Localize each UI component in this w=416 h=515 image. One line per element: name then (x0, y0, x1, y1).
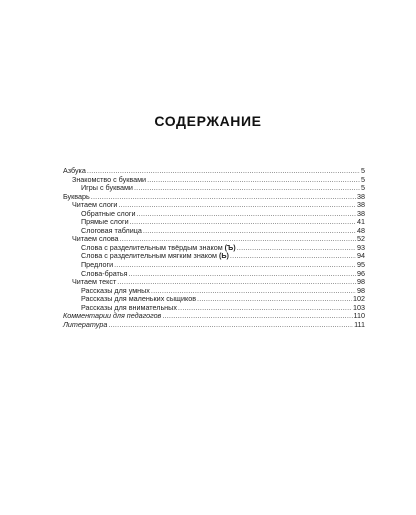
dot-leader (230, 252, 356, 261)
toc-entry-page-number: 5 (361, 166, 365, 175)
dot-leader (197, 295, 352, 304)
toc-entry-page-number: 41 (357, 217, 365, 227)
toc-entry-label: Рассказы для умных (81, 285, 150, 295)
toc-entry-label: Рассказы для маленьких сыщиков (81, 294, 197, 304)
toc-entry-sign-mark: (Ь) (218, 251, 229, 261)
dot-leader (130, 218, 356, 227)
dot-leader (178, 304, 352, 313)
toc-entry-page-number: 38 (357, 191, 365, 201)
dot-leader (108, 321, 353, 330)
toc-entry-label: Игры с буквами (81, 183, 133, 193)
dot-leader (91, 193, 356, 202)
page-title: СОДЕРЖАНИЕ (154, 113, 262, 129)
toc-entry-label: Азбука (63, 166, 86, 175)
dot-leader (117, 278, 356, 287)
toc-entry-page-number: 98 (357, 277, 365, 287)
toc-entry-page-number: 52 (357, 234, 365, 244)
toc-entry-label: Обратные слоги (81, 208, 136, 218)
toc-entry-label: Слова-братья (81, 268, 128, 278)
dot-leader (114, 261, 356, 270)
toc-entry-label: Слова с разделительным мягким знаком (Ь) (81, 251, 229, 261)
toc-entry-label: Читаем текст (72, 277, 117, 287)
dot-leader (118, 201, 356, 210)
toc-entry-label: Комментарии для педагогов (63, 311, 162, 321)
toc-entry-page-number: 5 (361, 183, 365, 193)
toc-entry-page-number: 96 (357, 268, 365, 278)
toc-entry (63, 184, 365, 193)
dot-leader (237, 244, 356, 253)
dot-leader (134, 184, 360, 193)
table-of-contents (63, 167, 365, 329)
toc-entry-page-number: 38 (357, 208, 365, 218)
dot-leader (128, 270, 356, 279)
toc-entry-label: Знакомство с буквами (72, 174, 147, 184)
toc-entry-page-number: 95 (357, 260, 365, 270)
toc-entry-label: Читаем слоги (72, 200, 118, 210)
toc-entry-label: Рассказы для внимательных (81, 302, 177, 312)
toc-entry-label: Слова с разделительным твёрдым знаком (Ъ) (81, 242, 236, 252)
toc-entry-sign-mark: (Ъ) (224, 242, 236, 252)
toc-entry-label: Букварь (63, 191, 90, 201)
toc-entry-label: Читаем слова (72, 234, 119, 244)
toc-entry-label: Прямые слоги (81, 217, 129, 227)
toc-entry-page-number: 110 (353, 311, 365, 321)
toc-entry-page-number: 48 (357, 225, 365, 235)
dot-leader (143, 227, 356, 236)
toc-entry-page-number: 98 (357, 285, 365, 295)
toc-entry-page-number: 102 (353, 294, 365, 304)
toc-entry-page-number: 103 (353, 302, 365, 312)
toc-entry-page-number: 38 (357, 200, 365, 210)
dot-leader (162, 312, 352, 321)
toc-entry-page-number: 94 (357, 251, 365, 261)
dot-leader (147, 176, 360, 185)
toc-entry (63, 321, 365, 330)
toc-entry (63, 312, 365, 321)
toc-entry-page-number: 93 (357, 242, 365, 252)
dot-leader (136, 210, 356, 219)
toc-entry-page-number: 111 (354, 319, 365, 329)
toc-entry-page-number: 5 (361, 174, 365, 184)
toc-entry-label: Слоговая таблица (81, 225, 142, 235)
toc-entry-label: Литература (63, 319, 108, 329)
toc-entry-label: Предлоги (81, 260, 114, 270)
